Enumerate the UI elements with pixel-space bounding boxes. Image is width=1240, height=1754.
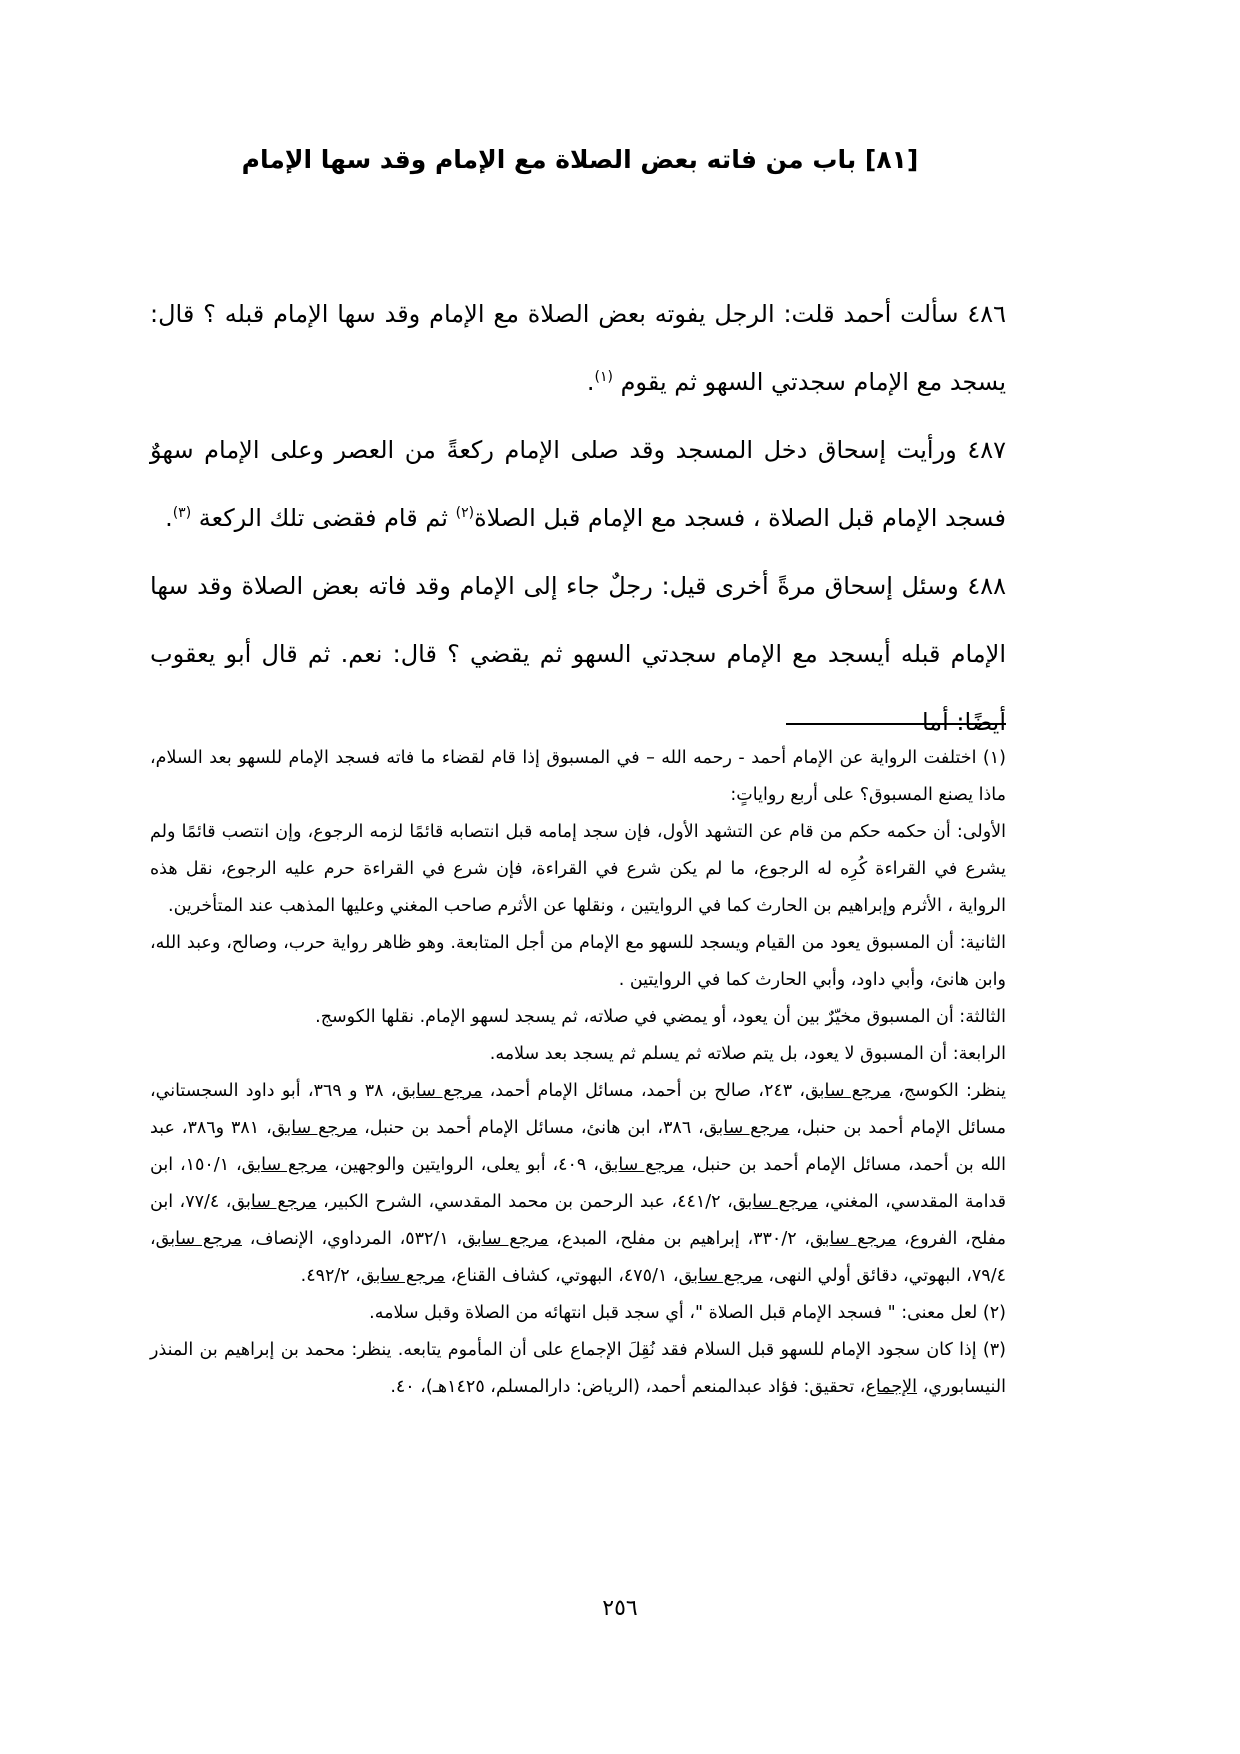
reference-link[interactable]: مرجع سابق (805, 1081, 891, 1101)
footnote-3 (150, 1332, 1006, 1406)
reference-link[interactable]: مرجع سابق (155, 1229, 242, 1249)
source-text: ، ٢٤٣، صالح بن أحمد، مسائل الإمام أحمد، (482, 1081, 806, 1101)
reference-link[interactable]: مرجع سابق (462, 1229, 549, 1249)
page-number: ٢٥٦ (602, 1596, 638, 1621)
source-text: ، ٣٣٠/٢، إبراهيم بن مفلح، المبدع، (548, 1229, 810, 1249)
reference-link[interactable]: مرجع سابق (241, 1155, 328, 1175)
source-text: ، ٣٨ و ٣٦٩، أبو داود السجستاني، مسائل الإمام أحمد بن حنبل، (150, 1081, 1006, 1138)
chapter-title: [٨١] باب من فاته بعض الصلاة مع الإمام وقد سها الإمام (241, 145, 919, 174)
source-text: ، ٤٩٢/٢. (300, 1266, 361, 1286)
footnote-1-third-narration: الثالثة: أن المسبوق مخيّرٌ بين أن يعود، أو يمضي في صلاته، ثم يسجد لسهو الإمام. نقلها الكوسج. (315, 1007, 1006, 1027)
footnote-separator (786, 723, 1006, 725)
reference-link[interactable]: مرجع سابق (271, 1118, 358, 1138)
footnote-1-sources (150, 1073, 1006, 1295)
main-text (150, 280, 1006, 756)
source-text: ، ٧٧/٤، ابن مفلح، الفروع، (150, 1192, 1006, 1249)
reference-link[interactable]: مرجع سابق (396, 1081, 483, 1101)
reference-link[interactable]: مرجع سابق (360, 1266, 446, 1286)
footnote-3-text: (٣) إذا كان سجود الإمام للسهو قبل السلام فقد نُقِلَ الإجماع على أن المأموم يتابعه. ينظر: محمد بن إبراهيم بن المنذر النيسابوري، (150, 1340, 1006, 1397)
paragraph-end: . (165, 504, 173, 532)
paragraph-text: ٤٨٦ سألت أحمد قلت: الرجل يفوته بعض الصلاة مع الإمام وقد سها الإمام قبله ؟ قال: يسجد مع الإمام سجدتي السهو ثم يقوم (150, 300, 1006, 396)
footnote-3-text-end: ، تحقيق: فؤاد عبدالمنعم أحمد، (الرياض: دارالمسلم، ١٤٢٥هـ)، ٤٠. (390, 1377, 866, 1397)
source-text: ، ١٥٠/١، ابن قدامة المقدسي، المغني، (150, 1155, 1007, 1212)
source-text: ، ٤٠٩، أبو يعلى، الروايتين والوجهين، (327, 1155, 599, 1175)
footnote-ref-1[interactable]: (١) (594, 369, 613, 385)
reference-link[interactable]: مرجع سابق (678, 1266, 763, 1286)
reference-link[interactable]: مرجع سابق (231, 1192, 317, 1212)
paragraph-488: ٤٨٨ وسئل إسحاق مرةً أخرى قيل: رجلٌ جاء إلى الإمام وقد فاته بعض الصلاة وقد سها الإمام قبله أيسجد مع الإمام سجدتي السهو ثم يقضي ؟ قال: نعم. ثم قال أبو يعقوب أيضًا: أما (150, 572, 1006, 736)
footnote-2: (٢) لعل معنى: " فسجد الإمام قبل الصلاة "، أي سجد قبل انتهائه من الصلاة وقبل سلامه. (369, 1303, 1006, 1323)
paragraph-text-continued: ثم قام فقضى تلك الركعة (191, 504, 456, 532)
source-text: ، ٧٩/٤، البهوتي، دقائق أولي النهى، (150, 1229, 1006, 1286)
footnotes (150, 740, 1006, 1406)
paragraph-487 (150, 416, 1006, 552)
footnote-1-fourth-narration: الرابعة: أن المسبوق لا يعود، بل يتم صلاته ثم يسلم ثم يسجد بعد سلامه. (489, 1044, 1006, 1064)
source-text: ينظر: الكوسج، (890, 1081, 1007, 1101)
footnote-ref-3[interactable]: (٣) (172, 505, 192, 521)
source-text: ، ٣٨١ و٣٨٦، عبد الله بن أحمد، مسائل الإمام أحمد بن حنبل، (150, 1118, 1006, 1175)
footnote-1-intro: (١) اختلفت الرواية عن الإمام أحمد - رحمه الله – في المسبوق إذا قام لقضاء ما فاته فسجد الإمام للسهو بعد السلام، ماذا يصنع المسبوق؟ على أربع رواياتٍ: (150, 748, 1006, 805)
book-title-link[interactable]: الإجماع (865, 1377, 918, 1397)
paragraph-486 (150, 280, 1006, 416)
paragraph-end: . (586, 368, 595, 396)
reference-link[interactable]: مرجع سابق (598, 1155, 685, 1175)
source-text: ، ٥٣٢/١، المرداوي، الإنصاف، (242, 1229, 463, 1249)
source-text: ، ٤٧٥/١، البهوتي، كشاف القناع، (445, 1266, 679, 1286)
reference-link[interactable]: مرجع سابق (810, 1229, 897, 1249)
source-text: ، ٣٨٦، ابن هانئ، مسائل الإمام أحمد بن حنبل، (357, 1118, 704, 1138)
footnote-1-first-narration: الأولى: أن حكمه حكم من قام عن التشهد الأول، فإن سجد إمامه قبل انتصابه قائمًا لزمه الرجوع، وإن انتصب قائمًا ولم يشرع في القراءة كُرِه له الرجوع، ما لم يكن شرع في القراءة، فإن شرع في القراءة حرم عليه الرجوع، نقل هذه الرواية ، الأثرم وإبراهيم بن الحارث كما في الروايتين ، ونقلها عن الأثرم صاحب المغني وعليها المذهب عند المتأخرين. (150, 822, 1006, 916)
source-text: ، ٤٤١/٢، عبد الرحمن بن محمد المقدسي، الشرح الكبير، (316, 1192, 733, 1212)
reference-link[interactable]: مرجع سابق (732, 1192, 818, 1212)
paragraph-text: ٤٨٧ ورأيت إسحاق دخل المسجد وقد صلى الإمام ركعةً من العصر وعلى الإمام سهوٌ فسجد الإمام قبل الصلاة ، فسجد مع الإمام قبل الصلاة (150, 436, 1006, 532)
reference-link[interactable]: مرجع سابق (703, 1118, 790, 1138)
footnote-ref-2[interactable]: (٢) (455, 505, 475, 521)
footnote-1-second-narration: الثانية: أن المسبوق يعود من القيام ويسجد للسهو مع الإمام من أجل المتابعة. وهو ظاهر رواية حرب، وصالح، وعبد الله، وابن هانئ، وأبي داود، وأبي الحارث كما في الروايتين . (150, 933, 1006, 990)
